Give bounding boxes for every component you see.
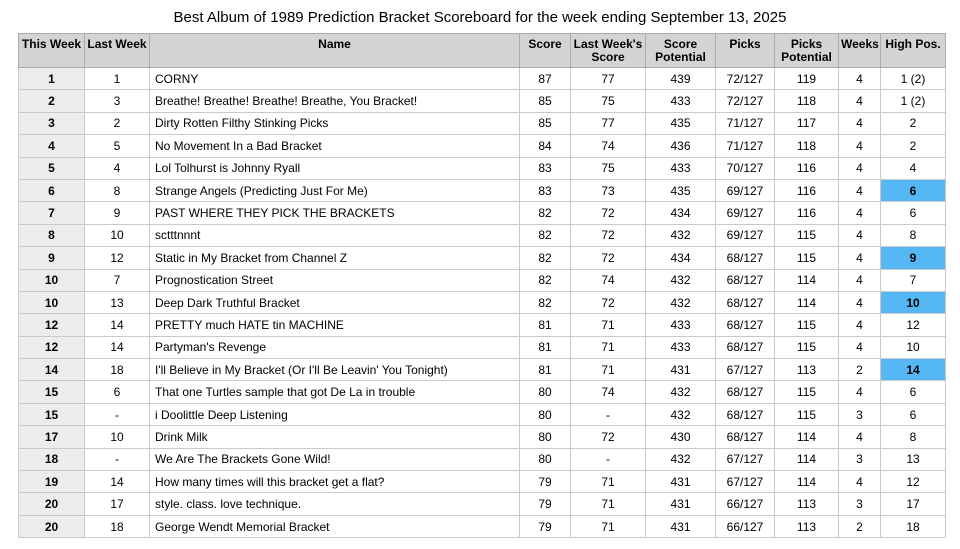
cell-weeks: 4 [839, 224, 881, 246]
cell-score-potential: 432 [646, 448, 716, 470]
cell-this-week: 20 [19, 515, 85, 537]
cell-last-weeks-score: 72 [571, 224, 646, 246]
cell-high-pos: 14 [881, 359, 946, 381]
cell-score-potential: 433 [646, 314, 716, 336]
cell-this-week: 3 [19, 112, 85, 134]
table-row [19, 179, 946, 201]
cell-weeks: 4 [839, 202, 881, 224]
cell-last-weeks-score: 71 [571, 471, 646, 493]
cell-score: 84 [520, 135, 571, 157]
cell-score: 82 [520, 247, 571, 269]
cell-picks: 67/127 [716, 471, 775, 493]
cell-last-week: 12 [85, 247, 150, 269]
cell-picks: 68/127 [716, 314, 775, 336]
cell-high-pos: 10 [881, 291, 946, 313]
cell-high-pos: 2 [881, 135, 946, 157]
table-row [19, 269, 946, 291]
cell-last-week: 18 [85, 359, 150, 381]
table-row [19, 336, 946, 358]
cell-picks-potential: 113 [775, 493, 839, 515]
table-row [19, 68, 946, 90]
cell-high-pos: 6 [881, 403, 946, 425]
cell-last-weeks-score: 72 [571, 202, 646, 224]
cell-last-weeks-score: 75 [571, 90, 646, 112]
cell-this-week: 10 [19, 269, 85, 291]
cell-name: No Movement In a Bad Bracket [150, 135, 520, 157]
cell-score-potential: 433 [646, 157, 716, 179]
page-title: Best Album of 1989 Prediction Bracket Scoreboard for the week ending September 13, 2025 [173, 9, 787, 26]
cell-picks: 68/127 [716, 269, 775, 291]
cell-weeks: 4 [839, 426, 881, 448]
cell-this-week: 17 [19, 426, 85, 448]
cell-weeks: 4 [839, 112, 881, 134]
cell-picks: 70/127 [716, 157, 775, 179]
cell-picks-potential: 113 [775, 359, 839, 381]
cell-this-week: 9 [19, 247, 85, 269]
cell-score-potential: 432 [646, 269, 716, 291]
cell-this-week: 20 [19, 493, 85, 515]
cell-weeks: 4 [839, 135, 881, 157]
cell-picks: 69/127 [716, 224, 775, 246]
cell-picks-potential: 116 [775, 202, 839, 224]
table-row [19, 359, 946, 381]
table-row [19, 157, 946, 179]
scoreboard-table [18, 33, 946, 538]
cell-weeks: 2 [839, 359, 881, 381]
cell-high-pos: 18 [881, 515, 946, 537]
cell-high-pos: 7 [881, 269, 946, 291]
cell-this-week: 15 [19, 403, 85, 425]
cell-weeks: 4 [839, 247, 881, 269]
table-row [19, 90, 946, 112]
cell-score-potential: 431 [646, 515, 716, 537]
header-high-pos[interactable]: High Pos. [881, 34, 946, 68]
cell-picks-potential: 118 [775, 90, 839, 112]
header-weeks[interactable]: Weeks [839, 34, 881, 68]
cell-picks-potential: 117 [775, 112, 839, 134]
cell-name: Partyman's Revenge [150, 336, 520, 358]
cell-this-week: 15 [19, 381, 85, 403]
cell-last-week: 14 [85, 336, 150, 358]
cell-picks-potential: 114 [775, 448, 839, 470]
cell-last-week: 7 [85, 269, 150, 291]
cell-score: 79 [520, 471, 571, 493]
cell-name: We Are The Brackets Gone Wild! [150, 448, 520, 470]
cell-score-potential: 432 [646, 291, 716, 313]
cell-high-pos: 4 [881, 157, 946, 179]
cell-weeks: 3 [839, 493, 881, 515]
cell-this-week: 8 [19, 224, 85, 246]
cell-picks: 69/127 [716, 179, 775, 201]
cell-last-week: 17 [85, 493, 150, 515]
cell-picks-potential: 115 [775, 247, 839, 269]
cell-picks: 68/127 [716, 336, 775, 358]
cell-weeks: 3 [839, 448, 881, 470]
cell-picks-potential: 113 [775, 515, 839, 537]
cell-last-week: 10 [85, 224, 150, 246]
cell-picks: 71/127 [716, 135, 775, 157]
cell-picks-potential: 115 [775, 381, 839, 403]
cell-last-week: 5 [85, 135, 150, 157]
cell-last-week: 4 [85, 157, 150, 179]
cell-picks: 69/127 [716, 202, 775, 224]
cell-last-week: 6 [85, 381, 150, 403]
cell-last-week: 1 [85, 68, 150, 90]
cell-picks: 68/127 [716, 381, 775, 403]
cell-high-pos: 8 [881, 426, 946, 448]
cell-last-weeks-score: - [571, 403, 646, 425]
cell-high-pos: 13 [881, 448, 946, 470]
cell-picks-potential: 115 [775, 403, 839, 425]
cell-this-week: 6 [19, 179, 85, 201]
cell-name: PAST WHERE THEY PICK THE BRACKETS [150, 202, 520, 224]
cell-high-pos: 6 [881, 179, 946, 201]
cell-this-week: 4 [19, 135, 85, 157]
cell-high-pos: 1 (2) [881, 68, 946, 90]
header-picks[interactable]: Picks [716, 34, 775, 68]
cell-this-week: 19 [19, 471, 85, 493]
cell-high-pos: 2 [881, 112, 946, 134]
cell-picks: 68/127 [716, 403, 775, 425]
table-row [19, 202, 946, 224]
cell-score-potential: 434 [646, 202, 716, 224]
cell-picks-potential: 114 [775, 426, 839, 448]
cell-score-potential: 431 [646, 493, 716, 515]
cell-last-weeks-score: 77 [571, 68, 646, 90]
cell-name: Lol Tolhurst is Johnny Ryall [150, 157, 520, 179]
cell-picks-potential: 116 [775, 179, 839, 201]
cell-high-pos: 12 [881, 314, 946, 336]
cell-name: Strange Angels (Predicting Just For Me) [150, 179, 520, 201]
cell-score-potential: 433 [646, 90, 716, 112]
cell-picks: 72/127 [716, 68, 775, 90]
cell-picks-potential: 115 [775, 224, 839, 246]
cell-weeks: 2 [839, 515, 881, 537]
cell-score: 81 [520, 359, 571, 381]
table-row [19, 403, 946, 425]
cell-name: Prognostication Street [150, 269, 520, 291]
cell-last-weeks-score: - [571, 448, 646, 470]
cell-score-potential: 432 [646, 403, 716, 425]
cell-score-potential: 433 [646, 336, 716, 358]
cell-name: PRETTY much HATE tin MACHINE [150, 314, 520, 336]
cell-weeks: 3 [839, 403, 881, 425]
cell-high-pos: 17 [881, 493, 946, 515]
cell-score: 80 [520, 448, 571, 470]
table-row [19, 426, 946, 448]
cell-last-weeks-score: 71 [571, 515, 646, 537]
cell-name: Deep Dark Truthful Bracket [150, 291, 520, 313]
cell-high-pos: 1 (2) [881, 90, 946, 112]
cell-score-potential: 430 [646, 426, 716, 448]
cell-picks: 68/127 [716, 247, 775, 269]
cell-name: CORNY [150, 68, 520, 90]
cell-weeks: 4 [839, 291, 881, 313]
cell-high-pos: 6 [881, 202, 946, 224]
cell-name: Dirty Rotten Filthy Stinking Picks [150, 112, 520, 134]
header-this-week[interactable]: This Week [19, 34, 85, 68]
cell-score-potential: 436 [646, 135, 716, 157]
table-row [19, 448, 946, 470]
cell-last-week: 2 [85, 112, 150, 134]
cell-score: 79 [520, 493, 571, 515]
cell-high-pos: 12 [881, 471, 946, 493]
cell-last-weeks-score: 71 [571, 359, 646, 381]
cell-last-weeks-score: 71 [571, 336, 646, 358]
cell-last-weeks-score: 73 [571, 179, 646, 201]
cell-name: Static in My Bracket from Channel Z [150, 247, 520, 269]
cell-picks-potential: 118 [775, 135, 839, 157]
cell-score-potential: 432 [646, 381, 716, 403]
cell-high-pos: 9 [881, 247, 946, 269]
cell-last-week: 8 [85, 179, 150, 201]
cell-score-potential: 435 [646, 179, 716, 201]
cell-last-weeks-score: 75 [571, 157, 646, 179]
cell-last-weeks-score: 72 [571, 426, 646, 448]
cell-score: 82 [520, 291, 571, 313]
cell-picks: 68/127 [716, 426, 775, 448]
cell-picks: 68/127 [716, 291, 775, 313]
cell-picks: 72/127 [716, 90, 775, 112]
cell-picks-potential: 114 [775, 471, 839, 493]
header-picks-potential[interactable]: Picks Potential [775, 34, 839, 68]
cell-weeks: 4 [839, 381, 881, 403]
cell-last-weeks-score: 74 [571, 381, 646, 403]
cell-last-week: 14 [85, 314, 150, 336]
table-row [19, 515, 946, 537]
cell-name: George Wendt Memorial Bracket [150, 515, 520, 537]
cell-score: 82 [520, 202, 571, 224]
table-row [19, 247, 946, 269]
cell-score: 79 [520, 515, 571, 537]
cell-this-week: 18 [19, 448, 85, 470]
cell-score: 83 [520, 179, 571, 201]
cell-name: That one Turtles sample that got De La in trouble [150, 381, 520, 403]
table-body [19, 68, 946, 538]
cell-weeks: 4 [839, 314, 881, 336]
cell-last-weeks-score: 72 [571, 291, 646, 313]
cell-last-weeks-score: 71 [571, 493, 646, 515]
cell-last-week: - [85, 448, 150, 470]
table-row [19, 135, 946, 157]
cell-score: 80 [520, 381, 571, 403]
cell-score-potential: 431 [646, 359, 716, 381]
cell-last-week: 14 [85, 471, 150, 493]
cell-score: 85 [520, 90, 571, 112]
cell-score: 80 [520, 426, 571, 448]
cell-last-week: 3 [85, 90, 150, 112]
cell-picks-potential: 114 [775, 291, 839, 313]
cell-picks: 67/127 [716, 359, 775, 381]
cell-this-week: 2 [19, 90, 85, 112]
cell-score-potential: 439 [646, 68, 716, 90]
cell-score: 82 [520, 269, 571, 291]
cell-this-week: 7 [19, 202, 85, 224]
cell-high-pos: 6 [881, 381, 946, 403]
cell-picks: 71/127 [716, 112, 775, 134]
cell-weeks: 4 [839, 336, 881, 358]
cell-picks-potential: 115 [775, 314, 839, 336]
cell-weeks: 4 [839, 179, 881, 201]
cell-last-weeks-score: 71 [571, 314, 646, 336]
table-row [19, 314, 946, 336]
cell-weeks: 4 [839, 90, 881, 112]
cell-last-week: 9 [85, 202, 150, 224]
cell-last-week: 18 [85, 515, 150, 537]
header-score[interactable]: Score [520, 34, 571, 68]
cell-picks-potential: 115 [775, 336, 839, 358]
table-row [19, 291, 946, 313]
cell-name: Breathe! Breathe! Breathe! Breathe, You Bracket! [150, 90, 520, 112]
cell-weeks: 4 [839, 157, 881, 179]
table-row [19, 471, 946, 493]
cell-score: 81 [520, 336, 571, 358]
table-row [19, 112, 946, 134]
cell-score: 87 [520, 68, 571, 90]
cell-this-week: 5 [19, 157, 85, 179]
cell-score: 81 [520, 314, 571, 336]
cell-picks: 67/127 [716, 448, 775, 470]
cell-score-potential: 434 [646, 247, 716, 269]
cell-score-potential: 432 [646, 224, 716, 246]
table-row [19, 493, 946, 515]
header-name[interactable]: Name [150, 34, 520, 68]
header-last-week[interactable]: Last Week [85, 34, 150, 68]
cell-score-potential: 431 [646, 471, 716, 493]
cell-weeks: 4 [839, 269, 881, 291]
cell-score: 83 [520, 157, 571, 179]
cell-last-weeks-score: 74 [571, 269, 646, 291]
cell-score-potential: 435 [646, 112, 716, 134]
cell-score: 80 [520, 403, 571, 425]
cell-score: 85 [520, 112, 571, 134]
cell-high-pos: 8 [881, 224, 946, 246]
cell-last-weeks-score: 74 [571, 135, 646, 157]
cell-name: I'll Believe in My Bracket (Or I'll Be Leavin' You Tonight) [150, 359, 520, 381]
cell-this-week: 14 [19, 359, 85, 381]
cell-weeks: 4 [839, 471, 881, 493]
header-score-potential[interactable]: Score Potential [646, 34, 716, 68]
table-row [19, 224, 946, 246]
cell-picks-potential: 114 [775, 269, 839, 291]
cell-weeks: 4 [839, 68, 881, 90]
cell-last-weeks-score: 72 [571, 247, 646, 269]
cell-picks: 66/127 [716, 493, 775, 515]
cell-last-week: 13 [85, 291, 150, 313]
cell-name: i Doolittle Deep Listening [150, 403, 520, 425]
cell-last-week: 10 [85, 426, 150, 448]
header-row [19, 34, 946, 68]
cell-picks-potential: 116 [775, 157, 839, 179]
header-last-weeks-score[interactable]: Last Week's Score [571, 34, 646, 68]
cell-this-week: 1 [19, 68, 85, 90]
cell-name: sctttnnnt [150, 224, 520, 246]
cell-picks-potential: 119 [775, 68, 839, 90]
table-row [19, 381, 946, 403]
cell-high-pos: 10 [881, 336, 946, 358]
cell-this-week: 12 [19, 314, 85, 336]
cell-this-week: 12 [19, 336, 85, 358]
cell-score: 82 [520, 224, 571, 246]
cell-last-weeks-score: 77 [571, 112, 646, 134]
cell-name: style. class. love technique. [150, 493, 520, 515]
cell-last-week: - [85, 403, 150, 425]
cell-picks: 66/127 [716, 515, 775, 537]
cell-name: Drink Milk [150, 426, 520, 448]
cell-this-week: 10 [19, 291, 85, 313]
cell-name: How many times will this bracket get a flat? [150, 471, 520, 493]
